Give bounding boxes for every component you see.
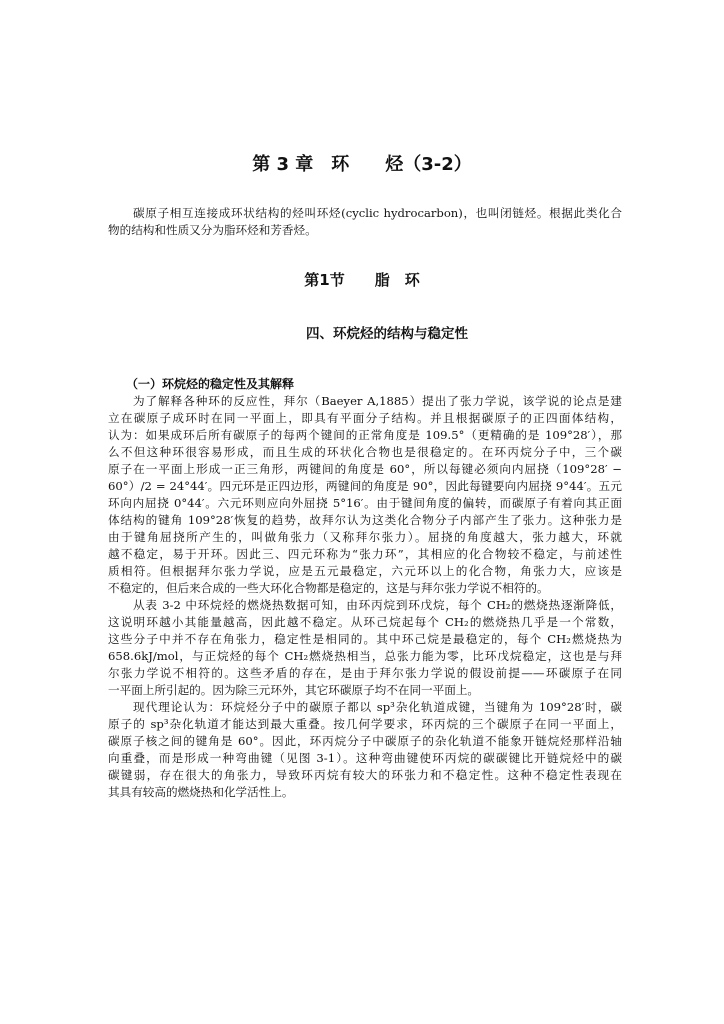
sub-heading: （一）环烷烃的稳定性及其解释 xyxy=(126,377,295,391)
paragraph-3 xyxy=(108,699,622,801)
paragraph-2 xyxy=(108,597,622,699)
text-line: 原子在一平面上形成一正三角形，两键间的角度是 60°，所以每键必须向内屈挠（109°28′ − xyxy=(108,462,622,476)
text-line: 质相符。但根据拜尔张力学说，应是五元最稳定，六元环以上的化合物，角张力大，应该是 xyxy=(108,564,622,578)
chapter-title: 第 3 章 环 烃（3-2） xyxy=(252,154,472,175)
text-line: 立在碳原子成环时在同一平面上，即具有平面分子结构。并且根据碳原子的正四面体结构， xyxy=(108,411,622,425)
text-line: 体结构的键角 109°28′恢复的趋势，故拜尔认为这类化合物分子内部产生了张力。这种张力是 xyxy=(108,513,622,527)
body-text xyxy=(108,376,622,801)
text-line: 向重叠，而是形成一种弯曲键（见图 3-1）。这种弯曲键使环丙烷的碳碳键比开链烷烃中的碳 xyxy=(108,751,622,765)
text-line: 认为：如果成环后所有碳原子的每两个键间的正常角度是 109.5°（更精确的是 109°28′），那 xyxy=(108,428,622,442)
text-line: 碳原子核之间的键角是 60°。因此，环丙烷分子中碳原子的杂化轨道不能象开链烷烃那样沿轴 xyxy=(108,734,622,748)
text-line: 其具有较高的燃烧热和化学活性上。 xyxy=(108,785,294,799)
paragraph-1 xyxy=(108,393,622,597)
intro-paragraph xyxy=(108,205,622,239)
text-line: 从表 3-2 中环烷烃的燃烧热数据可知，由环丙烷到环戊烷，每个 CH₂的燃烧热逐渐降低， xyxy=(133,598,622,612)
text-line: 一平面上所引起的。因为除三元环外，其它环碳原子均不在同一平面上。 xyxy=(108,683,480,697)
text-line: 为了解释各种环的反应性，拜尔（Baeyer A,1885）提出了张力学说，该学说的论点是建 xyxy=(133,394,622,408)
text-line: 物的结构和性质又分为脂环烃和芳香烃。 xyxy=(108,223,317,237)
text-line: 现代理论认为：环烷烃分子中的碳原子都以 sp³杂化轨道成键，当键角为 109°28′时，碳 xyxy=(133,700,622,714)
text-line: 由于键角屈挠所产生的，叫做角张力（又称拜尔张力）。屈挠的角度越大，张力越大，环就 xyxy=(108,530,622,544)
text-line: 这些分子中并不存在角张力，稳定性是相同的。其中环己烷是最稳定的，每个 CH₂燃烧热为 xyxy=(108,632,622,646)
text-line: 越不稳定，易于开环。因此三、四元环称为“张力环”，其相应的化合物较不稳定，与前述性 xyxy=(108,547,622,561)
text-line: 原子的 sp³杂化轨道才能达到最大重叠。按几何学要求，环丙烷的三个碳原子在同一平面上， xyxy=(108,717,622,731)
section-title: 第1节 脂 环 xyxy=(304,271,420,289)
text-line: 658.6kJ/mol，与正烷烃的每个 CH₂燃烧热相当，总张力能为零，比环戊烷稳定，这也是与拜 xyxy=(108,649,622,663)
text-line: 这说明环越小其能量越高，因此越不稳定。从环己烷起每个 CH₂的燃烧热几乎是一个常数， xyxy=(108,615,622,629)
text-line: 碳键弱，存在很大的角张力，导致环丙烷有较大的环张力和不稳定性。这种不稳定性表现在 xyxy=(108,768,622,782)
text-line: 环向内屈挠 0°44′。六元环则应向外屈挠 5°16′。由于键间角度的偏转，而碳原子有着向其正面 xyxy=(108,496,622,510)
text-line: 不稳定的，但后来合成的一些大环化合物都是稳定的，这是与拜尔张力学说不相符的。 xyxy=(108,581,549,595)
text-line: 么不但这种环很容易形成，而且生成的环状化合物也是很稳定的。在环丙烷分子中，三个碳 xyxy=(108,445,622,459)
text-line: 碳原子相互连接成环状结构的烃叫环烃(cyclic hydrocarbon)，也叫闭链烃。根据此类化合 xyxy=(133,206,622,220)
text-line: 60°）/2 = 24°44′。四元环是正四边形，两键间的角度是 90°，因此每键要向内屈挠 9°44′。五元 xyxy=(108,479,622,493)
text-line: 尔张力学说不相符的。这些矛盾的存在，是由于拜尔张力学说的假设前提——环碳原子在同 xyxy=(108,666,622,680)
subsection-heading: 四、环烷烃的结构与稳定性 xyxy=(306,326,468,342)
